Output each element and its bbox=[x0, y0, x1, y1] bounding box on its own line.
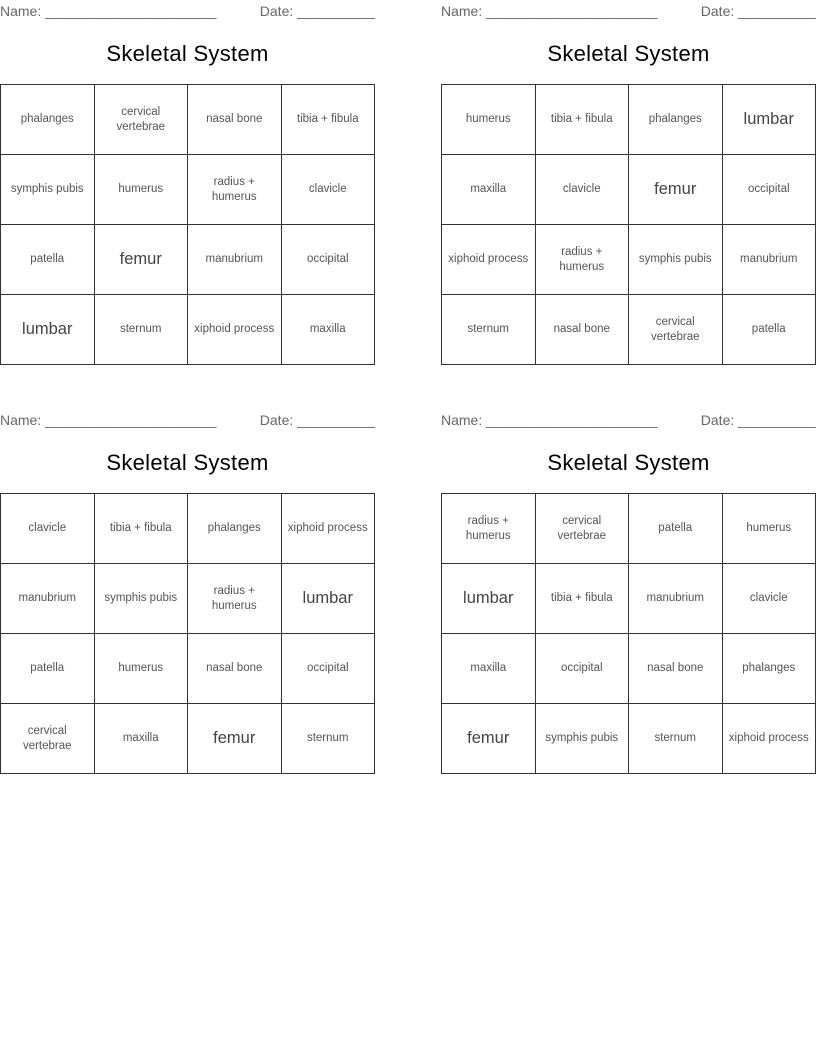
bingo-cell: sternum bbox=[95, 295, 189, 365]
bingo-cell: lumbar bbox=[442, 564, 536, 634]
bingo-card bbox=[0, 1, 375, 365]
bingo-cell: tibia + fibula bbox=[536, 85, 630, 155]
bingo-cell: occipital bbox=[536, 634, 630, 704]
bingo-cell: manubrium bbox=[188, 225, 282, 295]
bingo-cell: phalanges bbox=[188, 494, 282, 564]
bingo-cell: xiphoid process bbox=[442, 225, 536, 295]
bingo-cell: femur bbox=[442, 704, 536, 774]
bingo-cell: humerus bbox=[723, 494, 816, 564]
bingo-cell: symphis pubis bbox=[95, 564, 189, 634]
bingo-cell: sternum bbox=[282, 704, 376, 774]
bingo-grid bbox=[0, 84, 375, 365]
bingo-cell: radius + humerus bbox=[188, 564, 282, 634]
bingo-grid bbox=[441, 493, 816, 774]
bingo-grid bbox=[0, 493, 375, 774]
bingo-cell: radius + humerus bbox=[442, 494, 536, 564]
bingo-cell: patella bbox=[723, 295, 816, 365]
bingo-cell: manubrium bbox=[629, 564, 723, 634]
date-field-label: Date: __________ bbox=[700, 412, 816, 428]
bingo-cell: clavicle bbox=[723, 564, 816, 634]
card-title: Skeletal System bbox=[106, 41, 269, 66]
card-title: Skeletal System bbox=[106, 450, 269, 475]
date-field-label: Date: __________ bbox=[700, 3, 816, 19]
bingo-cell: xiphoid process bbox=[188, 295, 282, 365]
bingo-card bbox=[441, 1, 816, 365]
bingo-cell: tibia + fibula bbox=[536, 564, 630, 634]
bingo-cell: lumbar bbox=[723, 85, 816, 155]
bingo-cell: clavicle bbox=[282, 155, 376, 225]
bingo-cell: clavicle bbox=[1, 494, 95, 564]
bingo-cell: cervical vertebrae bbox=[629, 295, 723, 365]
bingo-cell: xiphoid process bbox=[282, 494, 376, 564]
bingo-cell: tibia + fibula bbox=[282, 85, 376, 155]
date-field-label: Date: __________ bbox=[259, 412, 375, 428]
bingo-cell: cervical vertebrae bbox=[1, 704, 95, 774]
bingo-cell: femur bbox=[188, 704, 282, 774]
bingo-cell: clavicle bbox=[536, 155, 630, 225]
bingo-cell: occipital bbox=[723, 155, 816, 225]
date-field-label: Date: __________ bbox=[259, 3, 375, 19]
name-field-label: Name: ______________________ bbox=[441, 412, 658, 428]
card-title: Skeletal System bbox=[547, 450, 710, 475]
bingo-cell: symphis pubis bbox=[629, 225, 723, 295]
bingo-cell: maxilla bbox=[282, 295, 376, 365]
bingo-cell: nasal bone bbox=[188, 634, 282, 704]
bingo-cell: sternum bbox=[629, 704, 723, 774]
bingo-cell: symphis pubis bbox=[536, 704, 630, 774]
bingo-cell: xiphoid process bbox=[723, 704, 816, 774]
bingo-cell: phalanges bbox=[1, 85, 95, 155]
bingo-cell: radius + humerus bbox=[536, 225, 630, 295]
bingo-cell: phalanges bbox=[723, 634, 816, 704]
bingo-cell: patella bbox=[629, 494, 723, 564]
bingo-cell: lumbar bbox=[1, 295, 95, 365]
bingo-cell: phalanges bbox=[629, 85, 723, 155]
card-title: Skeletal System bbox=[547, 41, 710, 66]
bingo-cell: femur bbox=[95, 225, 189, 295]
bingo-cell: humerus bbox=[442, 85, 536, 155]
bingo-cell: occipital bbox=[282, 225, 376, 295]
bingo-cell: patella bbox=[1, 225, 95, 295]
bingo-card bbox=[0, 410, 375, 774]
bingo-cell: tibia + fibula bbox=[95, 494, 189, 564]
bingo-cell: humerus bbox=[95, 634, 189, 704]
bingo-cell: femur bbox=[629, 155, 723, 225]
bingo-card bbox=[441, 410, 816, 774]
bingo-cell: manubrium bbox=[1, 564, 95, 634]
bingo-cell: sternum bbox=[442, 295, 536, 365]
bingo-cell: symphis pubis bbox=[1, 155, 95, 225]
bingo-cell: manubrium bbox=[723, 225, 816, 295]
bingo-cell: nasal bone bbox=[536, 295, 630, 365]
bingo-cell: lumbar bbox=[282, 564, 376, 634]
name-field-label: Name: ______________________ bbox=[0, 412, 217, 428]
bingo-cell: humerus bbox=[95, 155, 189, 225]
bingo-cell: maxilla bbox=[442, 155, 536, 225]
bingo-cell: maxilla bbox=[442, 634, 536, 704]
bingo-cell: nasal bone bbox=[629, 634, 723, 704]
bingo-cell: nasal bone bbox=[188, 85, 282, 155]
bingo-cell: radius + humerus bbox=[188, 155, 282, 225]
name-field-label: Name: ______________________ bbox=[0, 3, 217, 19]
name-field-label: Name: ______________________ bbox=[441, 3, 658, 19]
bingo-grid bbox=[441, 84, 816, 365]
bingo-cell: maxilla bbox=[95, 704, 189, 774]
bingo-cell: cervical vertebrae bbox=[95, 85, 189, 155]
bingo-cell: occipital bbox=[282, 634, 376, 704]
bingo-cell: patella bbox=[1, 634, 95, 704]
bingo-cell: cervical vertebrae bbox=[536, 494, 630, 564]
